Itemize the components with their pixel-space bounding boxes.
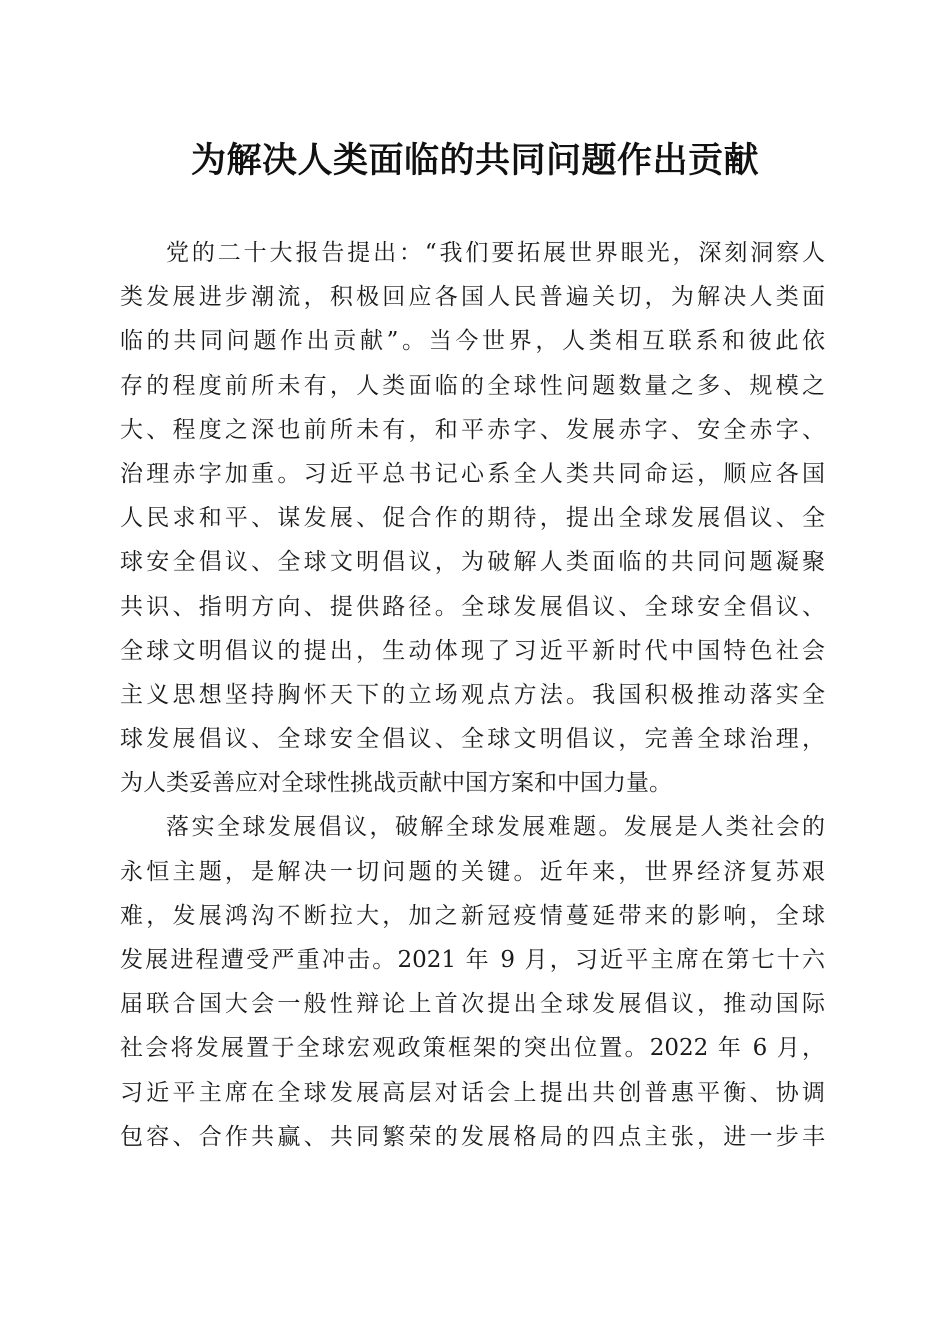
paragraph-line: 全球文明倡议的提出，生动体现了习近平新时代中国特色社会 bbox=[120, 637, 825, 664]
paragraph-line: 习近平主席在全球发展高层对话会上提出共创普惠平衡、协调 bbox=[120, 1079, 825, 1106]
paragraph-line: 发展进程遭受严重冲击。2021 年 9 月，习近平主席在第七十六 bbox=[120, 947, 825, 973]
paragraph-line: 治理赤字加重。习近平总书记心系全人类共同命运，顺应各国 bbox=[120, 460, 825, 487]
paragraph-line: 难，发展鸿沟不断拉大，加之新冠疫情蔓延带来的影响，全球 bbox=[120, 902, 825, 929]
paragraph-line: 落实全球发展倡议，破解全球发展难题。发展是人类社会的 bbox=[166, 814, 825, 841]
paragraph-2 bbox=[120, 805, 825, 1159]
paragraph-line: 球发展倡议、全球安全倡议、全球文明倡议，完善全球治理， bbox=[120, 726, 825, 753]
paragraph-line: 存的程度前所未有，人类面临的全球性问题数量之多、规模之 bbox=[120, 372, 825, 399]
paragraph-line: 共识、指明方向、提供路径。全球发展倡议、全球安全倡议、 bbox=[120, 593, 825, 620]
paragraph-line: 临的共同问题作出贡献”。当今世界，人类相互联系和彼此依 bbox=[120, 328, 825, 355]
paragraph-line: 社会将发展置于全球宏观政策框架的突出位置。2022 年 6 月， bbox=[120, 1035, 825, 1062]
paragraph-line: 主义思想坚持胸怀天下的立场观点方法。我国积极推动落实全 bbox=[120, 681, 825, 708]
paragraph-line: 人民求和平、谋发展、促合作的期待，提出全球发展倡议、全 bbox=[120, 505, 825, 532]
paragraph-line: 为人类妥善应对全球性挑战贡献中国方案和中国力量。 bbox=[120, 770, 672, 797]
document-body bbox=[120, 231, 825, 1159]
paragraph-line: 大、程度之深也前所未有，和平赤字、发展赤字、安全赤字、 bbox=[120, 416, 825, 443]
document-title: 为解决人类面临的共同问题作出贡献 bbox=[190, 140, 759, 181]
paragraph-line: 届联合国大会一般性辩论上首次提出全球发展倡议，推动国际 bbox=[120, 991, 825, 1018]
paragraph-line: 包容、合作共赢、共同繁荣的发展格局的四点主张，进一步丰 bbox=[120, 1123, 825, 1150]
paragraph-line: 类发展进步潮流，积极回应各国人民普遍关切，为解决人类面 bbox=[120, 284, 825, 311]
paragraph-1 bbox=[120, 231, 825, 805]
paragraph-line: 永恒主题，是解决一切问题的关键。近年来，世界经济复苏艰 bbox=[120, 858, 825, 885]
paragraph-line: 党的二十大报告提出：“我们要拓展世界眼光，深刻洞察人 bbox=[166, 240, 825, 266]
paragraph-line: 球安全倡议、全球文明倡议，为破解人类面临的共同问题凝聚 bbox=[120, 549, 825, 576]
